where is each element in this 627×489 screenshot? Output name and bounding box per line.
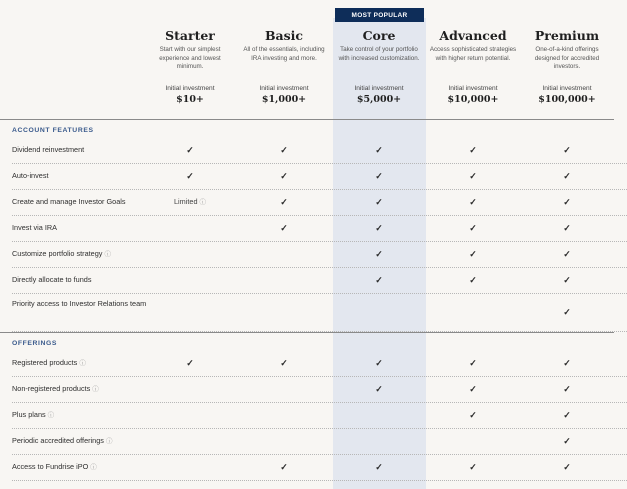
plan-description: All of the essentials, including IRA investing and more. xyxy=(243,46,325,62)
checkmark-icon: ✓ xyxy=(563,307,571,317)
checkmark-icon: ✓ xyxy=(280,223,288,233)
checkmark-icon: ✓ xyxy=(469,275,477,285)
feature-row xyxy=(0,376,614,402)
feature-label-text: Invest via IRA xyxy=(12,223,58,232)
feature-row xyxy=(0,454,614,480)
section-title: OFFERINGS xyxy=(12,340,58,347)
checkmark-icon: ✓ xyxy=(186,171,194,181)
checkmark-icon: ✓ xyxy=(563,436,571,446)
feature-row xyxy=(0,428,614,454)
checkmark-icon: ✓ xyxy=(280,145,288,155)
checkmark-icon: ✓ xyxy=(280,358,288,368)
checkmark-icon: ✓ xyxy=(375,223,383,233)
plan-name: Core xyxy=(362,28,396,43)
plan-description: Access sophisticated strategies with higher return potential. xyxy=(429,46,517,62)
checkmark-icon: ✓ xyxy=(563,223,571,233)
feature-row xyxy=(0,137,614,163)
checkmark-icon: ✓ xyxy=(186,145,194,155)
feature-label-text: Dividend reinvestment xyxy=(12,145,85,154)
info-icon[interactable]: ⓘ xyxy=(105,438,113,445)
checkmark-icon: ✓ xyxy=(375,462,383,472)
checkmark-icon: ✓ xyxy=(469,358,477,368)
info-icon[interactable]: ⓘ xyxy=(79,360,86,367)
plan-price: $100,000+ xyxy=(538,94,596,105)
checkmark-icon: ✓ xyxy=(469,197,477,207)
feature-row xyxy=(0,267,614,293)
checkmark-icon: ✓ xyxy=(375,358,383,368)
section-divider xyxy=(0,119,614,120)
checkmark-icon: ✓ xyxy=(280,171,288,181)
feature-row xyxy=(0,241,614,267)
feature-row xyxy=(0,163,614,189)
checkmark-icon: ✓ xyxy=(375,145,383,155)
initial-investment-label: Initial investment xyxy=(259,85,309,92)
checkmark-icon: ✓ xyxy=(563,197,571,207)
limited-cell xyxy=(143,197,238,208)
section-title: ACCOUNT FEATURES xyxy=(12,127,94,134)
checkmark-icon: ✓ xyxy=(563,462,571,472)
plan-name: Advanced xyxy=(439,28,507,43)
checkmark-icon: ✓ xyxy=(280,197,288,207)
feature-label xyxy=(12,436,172,447)
checkmark-icon: ✓ xyxy=(469,223,477,233)
feature-label-text: Create and manage Investor Goals xyxy=(12,197,126,206)
feature-label-text: Plus plans xyxy=(12,410,46,419)
checkmark-icon: ✓ xyxy=(375,197,383,207)
plan-price: $5,000+ xyxy=(356,94,402,105)
info-icon[interactable]: ⓘ xyxy=(104,251,111,258)
feature-row xyxy=(0,189,614,215)
feature-label xyxy=(12,275,172,285)
feature-label-text: Directly allocate to funds xyxy=(12,275,92,284)
feature-row xyxy=(0,215,614,241)
feature-label xyxy=(12,384,172,395)
checkmark-icon: ✓ xyxy=(375,384,383,394)
feature-label xyxy=(12,410,172,421)
plan-name: Basic xyxy=(264,28,304,43)
checkmark-icon: ✓ xyxy=(563,249,571,259)
checkmark-icon: ✓ xyxy=(563,145,571,155)
feature-row xyxy=(0,350,614,376)
section-divider xyxy=(0,332,614,333)
feature-row xyxy=(0,402,614,428)
row-divider xyxy=(12,480,627,481)
plan-description: Take control of your portfolio with increased customization. xyxy=(338,46,420,62)
feature-label-text: Priority access to Investor Relations team xyxy=(12,299,147,308)
info-icon[interactable]: ⓘ xyxy=(199,199,207,206)
checkmark-icon: ✓ xyxy=(563,358,571,368)
checkmark-icon: ✓ xyxy=(186,358,194,368)
info-icon[interactable]: ⓘ xyxy=(92,386,99,393)
feature-label-text: Periodic accredited offerings xyxy=(12,436,104,445)
info-icon[interactable]: ⓘ xyxy=(47,412,55,419)
plan-name: Starter xyxy=(165,28,215,43)
plan-price: $10,000+ xyxy=(447,94,499,105)
feature-label-text: Non-registered products xyxy=(12,384,91,393)
plan-description: Start with our simplest experience and lowest minimum. xyxy=(159,46,221,71)
feature-label-text: Access to Fundrise iPO xyxy=(12,462,89,471)
initial-investment-label: Initial investment xyxy=(448,85,498,92)
checkmark-icon: ✓ xyxy=(469,171,477,181)
info-icon[interactable]: ⓘ xyxy=(90,464,97,471)
plan-description: One-of-a-kind offerings designed for accredited investors. xyxy=(534,46,600,71)
plan-premium xyxy=(520,28,615,105)
plan-basic xyxy=(237,28,332,105)
plan-price: $1,000+ xyxy=(261,94,307,105)
plan-starter xyxy=(143,28,238,105)
feature-label xyxy=(12,223,172,233)
checkmark-icon: ✓ xyxy=(469,410,477,420)
feature-row xyxy=(0,293,614,331)
checkmark-icon: ✓ xyxy=(375,275,383,285)
plan-advanced xyxy=(426,28,521,105)
checkmark-icon: ✓ xyxy=(469,462,477,472)
feature-label xyxy=(12,299,172,309)
checkmark-icon: ✓ xyxy=(563,410,571,420)
feature-label xyxy=(12,462,172,473)
most-popular-badge: MOST POPULAR xyxy=(335,8,424,22)
checkmark-icon: ✓ xyxy=(375,249,383,259)
checkmark-icon: ✓ xyxy=(280,462,288,472)
initial-investment-label: Initial investment xyxy=(165,85,215,92)
plan-name: Premium xyxy=(534,28,600,43)
plan-core xyxy=(332,28,427,105)
feature-label-text: Registered products xyxy=(12,358,78,367)
feature-label-text: Customize portfolio strategy xyxy=(12,249,103,258)
initial-investment-label: Initial investment xyxy=(354,85,404,92)
checkmark-icon: ✓ xyxy=(563,171,571,181)
plan-price: $10+ xyxy=(176,94,204,105)
checkmark-icon: ✓ xyxy=(375,171,383,181)
checkmark-icon: ✓ xyxy=(469,249,477,259)
checkmark-icon: ✓ xyxy=(469,384,477,394)
checkmark-icon: ✓ xyxy=(563,275,571,285)
checkmark-icon: ✓ xyxy=(563,384,571,394)
initial-investment-label: Initial investment xyxy=(542,85,592,92)
feature-label xyxy=(12,249,172,260)
limited-label: Limited xyxy=(173,197,198,206)
checkmark-icon: ✓ xyxy=(469,145,477,155)
feature-label-text: Auto-invest xyxy=(12,171,49,180)
